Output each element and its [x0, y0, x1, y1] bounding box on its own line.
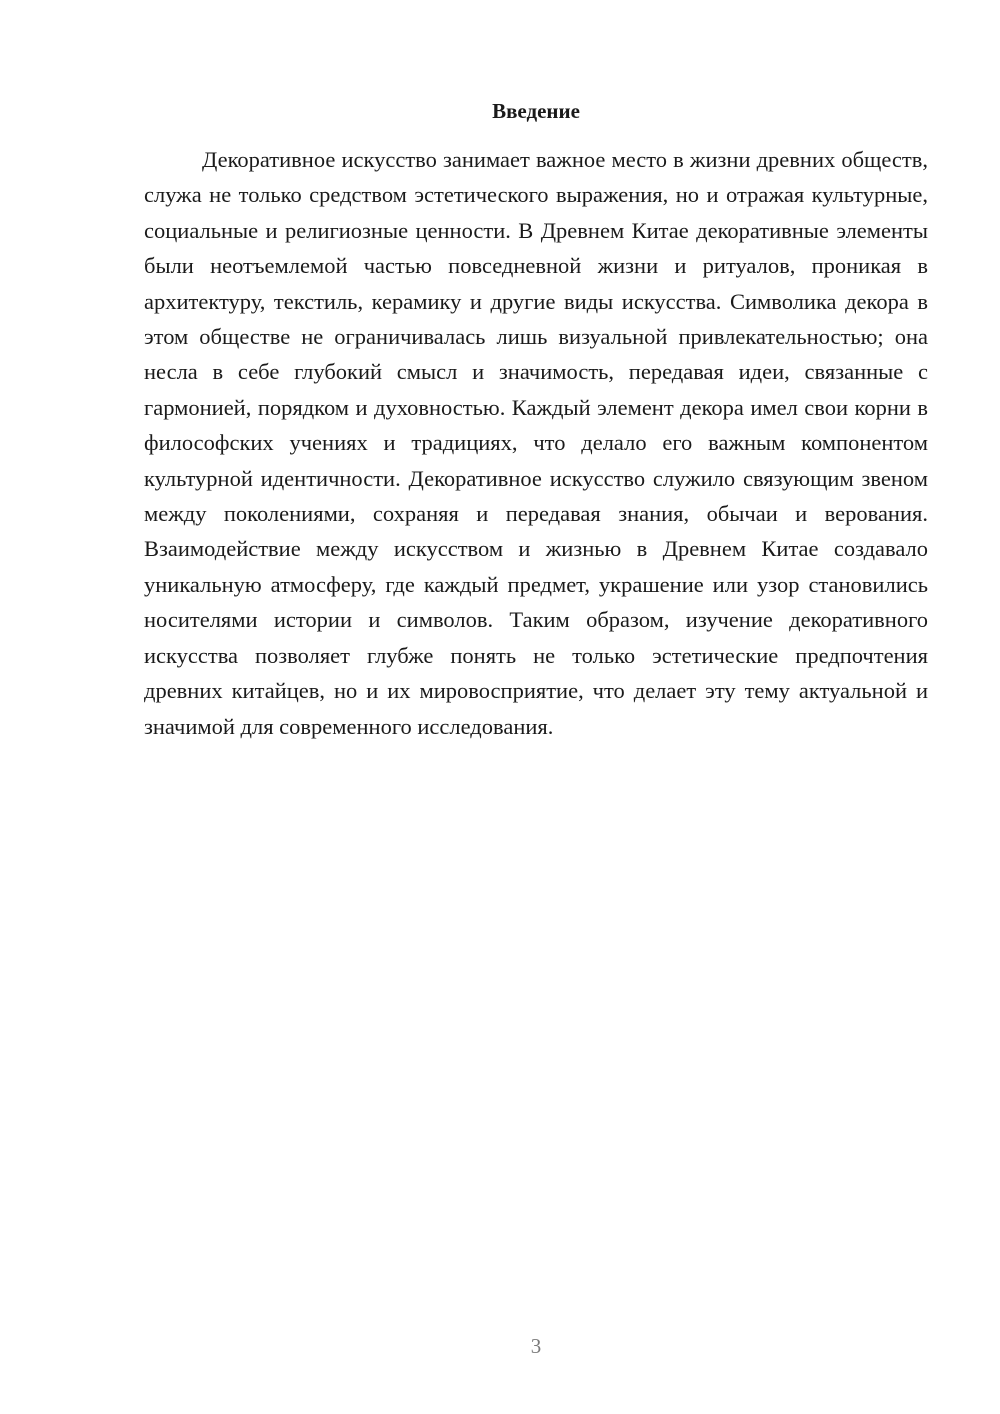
page-number: 3	[530, 1334, 542, 1358]
body-paragraph: Декоративное искусство занимает важное место в жизни древних обществ, служа не только средством эстетического выражения, но и отражая культурные, социальные и религиозные ценности. В Древнем Китае декоративные элементы были неотъемлемой частью повседневной жизни и ритуалов, проникая в архитектуру, текстиль, керамику и другие виды искусства. Символика декора в этом обществе не ограничивалась лишь визуальной привлекательностью; она несла в себе глубокий смысл и значимость, передавая идеи, связанные с гармонией, порядком и духовностью. Каждый элемент декора имел свои корни в философских учениях и традициях, что делало его важным компонентом культурной идентичности. Декоративное искусство служило связующим звеном между поколениями, сохраняя и передавая знания, обычаи и верования. Взаимодействие между искусством и жизнью в Древнем Китае создавало уникальную атмосферу, где каждый предмет, украшение или узор становились носителями истории и символов. Таким образом, изучение декоративного искусства позволяет глубже понять не только эстетические предпочтения древних китайцев, но и их мировосприятие, что делает эту тему актуальной и значимой для современного исследования.	[144, 147, 928, 739]
section-heading: Введение	[492, 99, 580, 123]
